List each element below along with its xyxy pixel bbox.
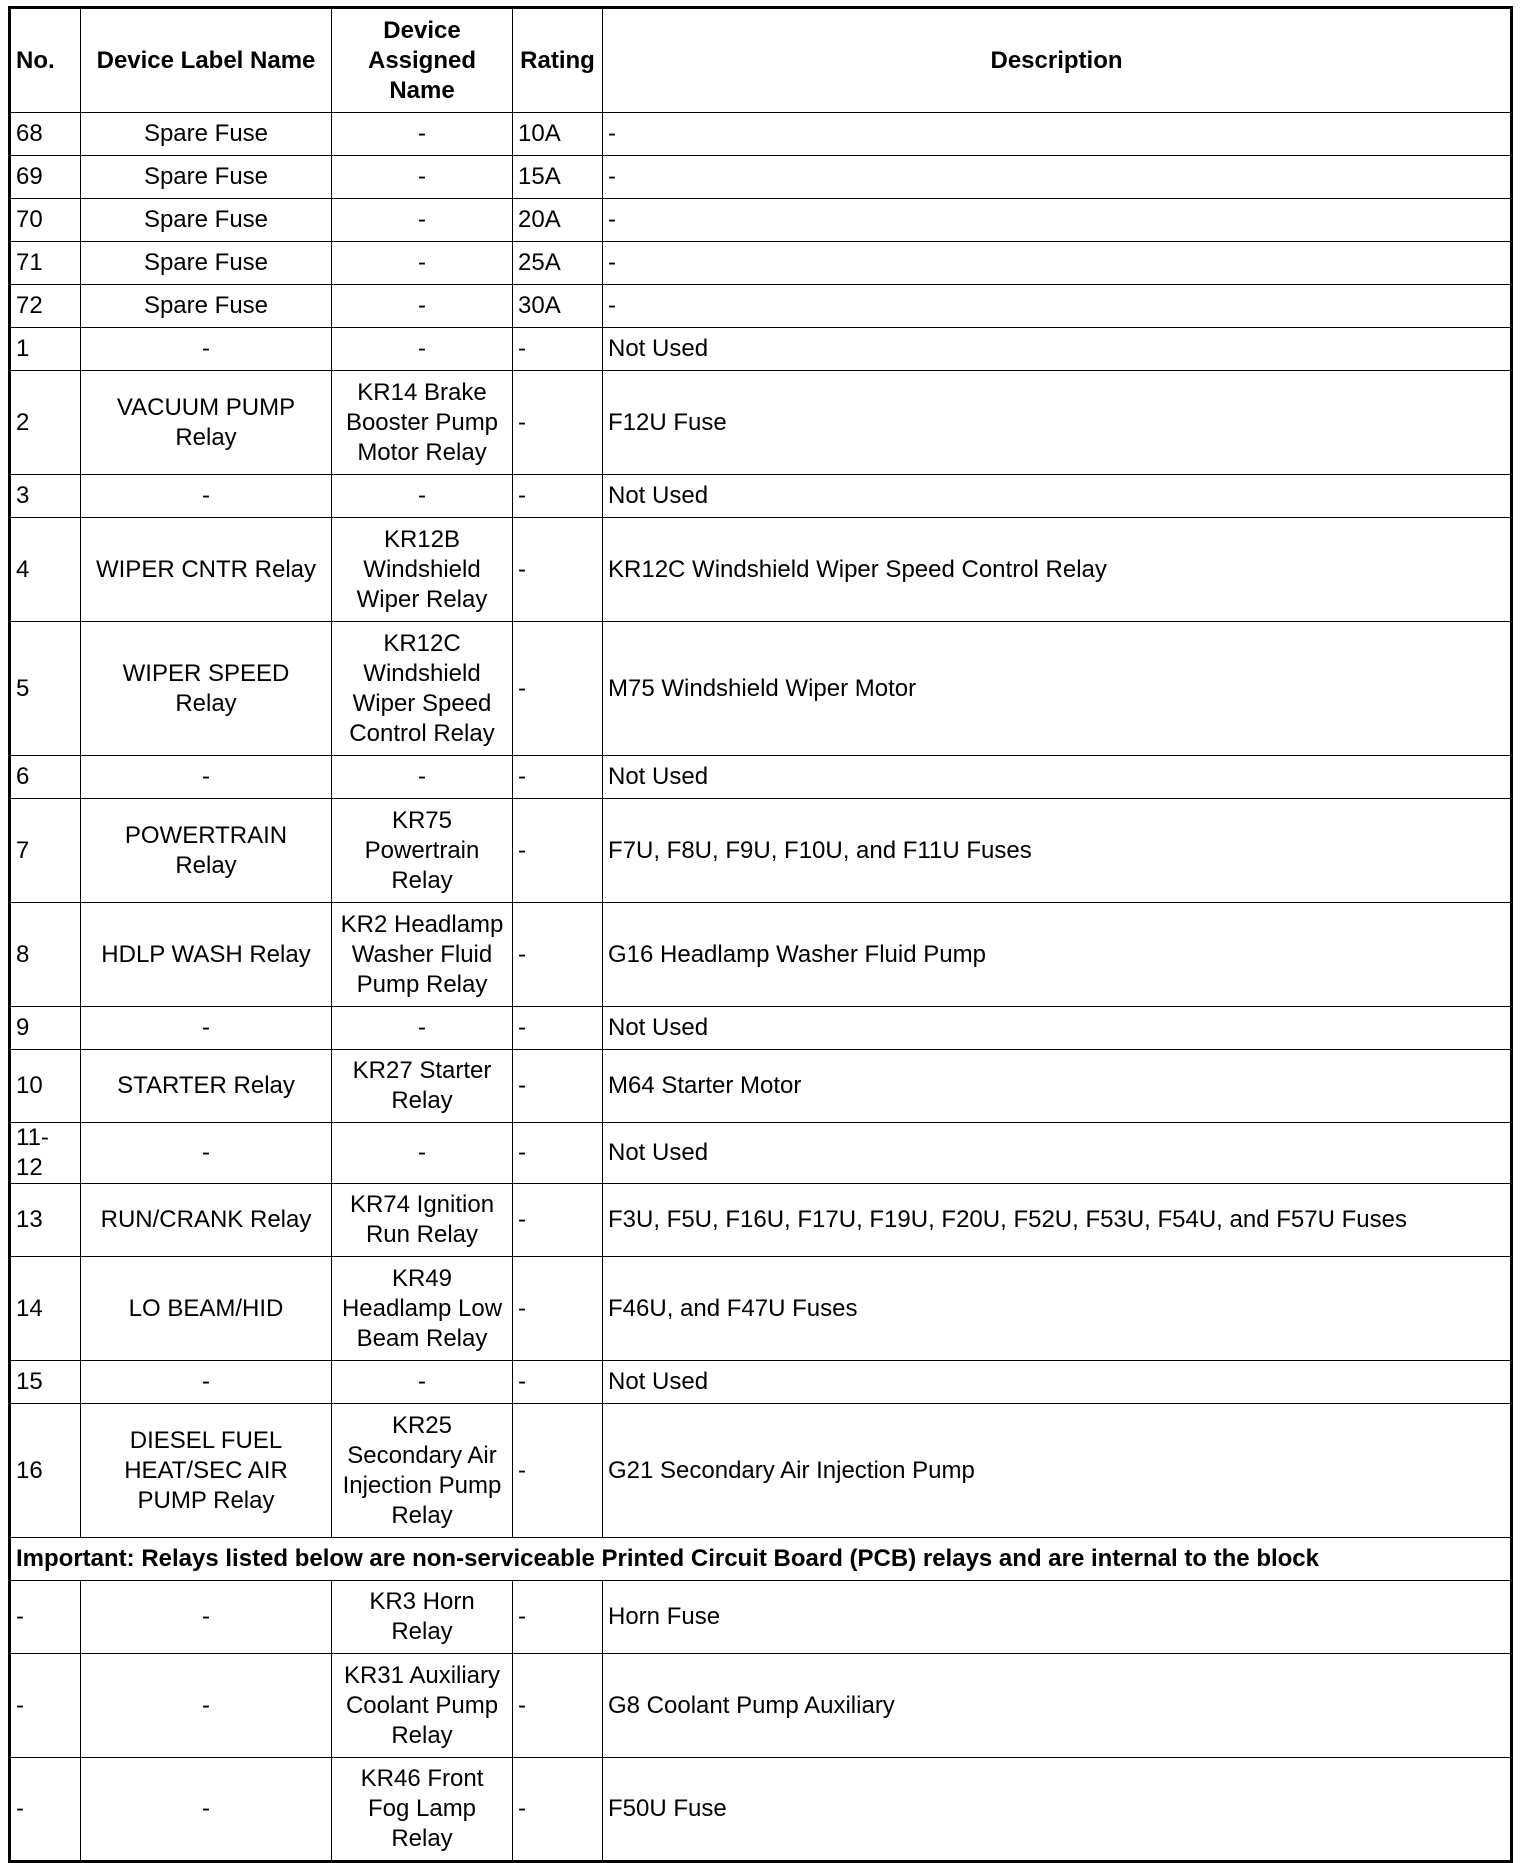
cell-device-label-name: Spare Fuse <box>81 285 332 328</box>
cell-rating: - <box>513 328 603 371</box>
cell-device-label-name: WIPER SPEED Relay <box>81 622 332 756</box>
cell-rating: - <box>513 475 603 518</box>
cell-device-label-name: - <box>81 1007 332 1050</box>
cell-rating: - <box>513 1007 603 1050</box>
cell-device-label-name: - <box>81 475 332 518</box>
cell-no: 16 <box>10 1404 81 1538</box>
cell-description: G21 Secondary Air Injection Pump <box>603 1404 1512 1538</box>
table-row <box>10 1361 1512 1404</box>
header-no: No. <box>10 8 81 113</box>
cell-device-label-name: STARTER Relay <box>81 1050 332 1123</box>
cell-no: 4 <box>10 518 81 622</box>
header-row <box>10 8 1512 113</box>
table-row <box>10 371 1512 475</box>
cell-no: 1 <box>10 328 81 371</box>
cell-rating: - <box>513 371 603 475</box>
cell-no: 2 <box>10 371 81 475</box>
cell-rating: - <box>513 903 603 1007</box>
cell-device-assigned-name: - <box>332 199 513 242</box>
cell-device-label-name: POWERTRAIN Relay <box>81 799 332 903</box>
cell-device-assigned-name: KR2 Headlamp Washer Fluid Pump Relay <box>332 903 513 1007</box>
note-row <box>10 1538 1512 1581</box>
cell-device-label-name: - <box>81 328 332 371</box>
cell-no: 8 <box>10 903 81 1007</box>
cell-device-label-name: Spare Fuse <box>81 242 332 285</box>
cell-description: F7U, F8U, F9U, F10U, and F11U Fuses <box>603 799 1512 903</box>
cell-device-assigned-name: KR25 Secondary Air Injection Pump Relay <box>332 1404 513 1538</box>
cell-device-assigned-name: KR74 Ignition Run Relay <box>332 1184 513 1257</box>
cell-device-label-name: VACUUM PUMP Relay <box>81 371 332 475</box>
cell-device-assigned-name: KR31 Auxiliary Coolant Pump Relay <box>332 1654 513 1758</box>
cell-rating: 20A <box>513 199 603 242</box>
cell-rating: - <box>513 1123 603 1184</box>
table-row <box>10 1050 1512 1123</box>
table-row <box>10 1654 1512 1758</box>
cell-description: - <box>603 156 1512 199</box>
cell-device-assigned-name: KR75 Powertrain Relay <box>332 799 513 903</box>
cell-rating: - <box>513 518 603 622</box>
cell-rating: - <box>513 1758 603 1862</box>
cell-rating: - <box>513 1050 603 1123</box>
cell-description: Not Used <box>603 756 1512 799</box>
cell-rating: - <box>513 1581 603 1654</box>
cell-device-label-name: LO BEAM/HID <box>81 1257 332 1361</box>
cell-no: 68 <box>10 113 81 156</box>
cell-no: - <box>10 1654 81 1758</box>
cell-rating: - <box>513 622 603 756</box>
table-row <box>10 475 1512 518</box>
cell-device-label-name: - <box>81 1581 332 1654</box>
cell-rating: 10A <box>513 113 603 156</box>
cell-description: M75 Windshield Wiper Motor <box>603 622 1512 756</box>
table-row <box>10 1007 1512 1050</box>
cell-device-label-name: DIESEL FUEL HEAT/SEC AIR PUMP Relay <box>81 1404 332 1538</box>
cell-description: Not Used <box>603 475 1512 518</box>
cell-description: F46U, and F47U Fuses <box>603 1257 1512 1361</box>
cell-device-label-name: - <box>81 1361 332 1404</box>
cell-rating: 25A <box>513 242 603 285</box>
cell-device-assigned-name: - <box>332 1007 513 1050</box>
cell-rating: - <box>513 1184 603 1257</box>
table-row <box>10 1257 1512 1361</box>
cell-no: 3 <box>10 475 81 518</box>
table-row <box>10 799 1512 903</box>
cell-device-label-name: - <box>81 756 332 799</box>
cell-rating: 15A <box>513 156 603 199</box>
cell-device-label-name: Spare Fuse <box>81 156 332 199</box>
table-row <box>10 1404 1512 1538</box>
cell-description: G16 Headlamp Washer Fluid Pump <box>603 903 1512 1007</box>
cell-device-assigned-name: - <box>332 156 513 199</box>
cell-device-assigned-name: - <box>332 328 513 371</box>
cell-description: Not Used <box>603 1007 1512 1050</box>
table-row <box>10 113 1512 156</box>
table-row <box>10 1184 1512 1257</box>
cell-device-label-name: WIPER CNTR Relay <box>81 518 332 622</box>
cell-description: Not Used <box>603 1361 1512 1404</box>
cell-description: F3U, F5U, F16U, F17U, F19U, F20U, F52U, F53U, F54U, and F57U Fuses <box>603 1184 1512 1257</box>
table-row <box>10 1123 1512 1184</box>
cell-device-label-name: HDLP WASH Relay <box>81 903 332 1007</box>
cell-device-label-name: - <box>81 1654 332 1758</box>
cell-description: G8 Coolant Pump Auxiliary <box>603 1654 1512 1758</box>
cell-no: - <box>10 1581 81 1654</box>
table-row <box>10 622 1512 756</box>
cell-rating: - <box>513 1404 603 1538</box>
header-device-label-name: Device Label Name <box>81 8 332 113</box>
cell-device-assigned-name: KR12B Windshield Wiper Relay <box>332 518 513 622</box>
table-row <box>10 1581 1512 1654</box>
cell-no: 9 <box>10 1007 81 1050</box>
cell-device-assigned-name: - <box>332 242 513 285</box>
header-device-assigned-name: Device Assigned Name <box>332 8 513 113</box>
cell-rating: - <box>513 1654 603 1758</box>
header-rating: Rating <box>513 8 603 113</box>
cell-no: 6 <box>10 756 81 799</box>
cell-description: KR12C Windshield Wiper Speed Control Relay <box>603 518 1512 622</box>
cell-no: 14 <box>10 1257 81 1361</box>
cell-rating: - <box>513 799 603 903</box>
cell-no: 70 <box>10 199 81 242</box>
table-row <box>10 199 1512 242</box>
table-body-top <box>10 113 1512 1538</box>
cell-description: - <box>603 242 1512 285</box>
cell-description: F12U Fuse <box>603 371 1512 475</box>
cell-no: 7 <box>10 799 81 903</box>
cell-rating: - <box>513 1257 603 1361</box>
cell-device-assigned-name: - <box>332 475 513 518</box>
cell-device-assigned-name: KR46 Front Fog Lamp Relay <box>332 1758 513 1862</box>
cell-description: - <box>603 113 1512 156</box>
cell-no: 72 <box>10 285 81 328</box>
cell-no: 5 <box>10 622 81 756</box>
cell-device-assigned-name: KR12C Windshield Wiper Speed Control Relay <box>332 622 513 756</box>
cell-device-assigned-name: KR14 Brake Booster Pump Motor Relay <box>332 371 513 475</box>
cell-device-label-name: RUN/CRANK Relay <box>81 1184 332 1257</box>
cell-device-label-name: - <box>81 1123 332 1184</box>
table-row <box>10 156 1512 199</box>
cell-rating: - <box>513 756 603 799</box>
fuse-relay-table <box>8 6 1513 1863</box>
cell-no: - <box>10 1758 81 1862</box>
cell-device-label-name: Spare Fuse <box>81 113 332 156</box>
cell-no: 15 <box>10 1361 81 1404</box>
table-row <box>10 1758 1512 1862</box>
cell-device-assigned-name: - <box>332 113 513 156</box>
cell-no: 10 <box>10 1050 81 1123</box>
important-note: Important: Relays listed below are non-serviceable Printed Circuit Board (PCB) relays and are internal to the block <box>10 1538 1512 1581</box>
cell-description: Not Used <box>603 1123 1512 1184</box>
cell-rating: 30A <box>513 285 603 328</box>
cell-description: Not Used <box>603 328 1512 371</box>
table-row <box>10 903 1512 1007</box>
cell-device-assigned-name: - <box>332 285 513 328</box>
table-row <box>10 285 1512 328</box>
table-row <box>10 518 1512 622</box>
table-row <box>10 242 1512 285</box>
table-body-bottom <box>10 1581 1512 1862</box>
cell-description: Horn Fuse <box>603 1581 1512 1654</box>
cell-description: - <box>603 285 1512 328</box>
cell-device-assigned-name: KR3 Horn Relay <box>332 1581 513 1654</box>
table-row <box>10 756 1512 799</box>
cell-device-label-name: - <box>81 1758 332 1862</box>
cell-no: 71 <box>10 242 81 285</box>
table-body-note <box>10 1538 1512 1581</box>
cell-no: 13 <box>10 1184 81 1257</box>
cell-description: - <box>603 199 1512 242</box>
cell-no: 69 <box>10 156 81 199</box>
cell-device-label-name: Spare Fuse <box>81 199 332 242</box>
cell-device-assigned-name: KR27 Starter Relay <box>332 1050 513 1123</box>
header-description: Description <box>603 8 1512 113</box>
fuse-relay-sheet <box>8 6 1510 1852</box>
cell-rating: - <box>513 1361 603 1404</box>
table-row <box>10 328 1512 371</box>
cell-device-assigned-name: KR49 Headlamp Low Beam Relay <box>332 1257 513 1361</box>
cell-description: M64 Starter Motor <box>603 1050 1512 1123</box>
cell-device-assigned-name: - <box>332 1361 513 1404</box>
cell-no: 11-12 <box>10 1123 81 1184</box>
cell-device-assigned-name: - <box>332 1123 513 1184</box>
cell-description: F50U Fuse <box>603 1758 1512 1862</box>
cell-device-assigned-name: - <box>332 756 513 799</box>
